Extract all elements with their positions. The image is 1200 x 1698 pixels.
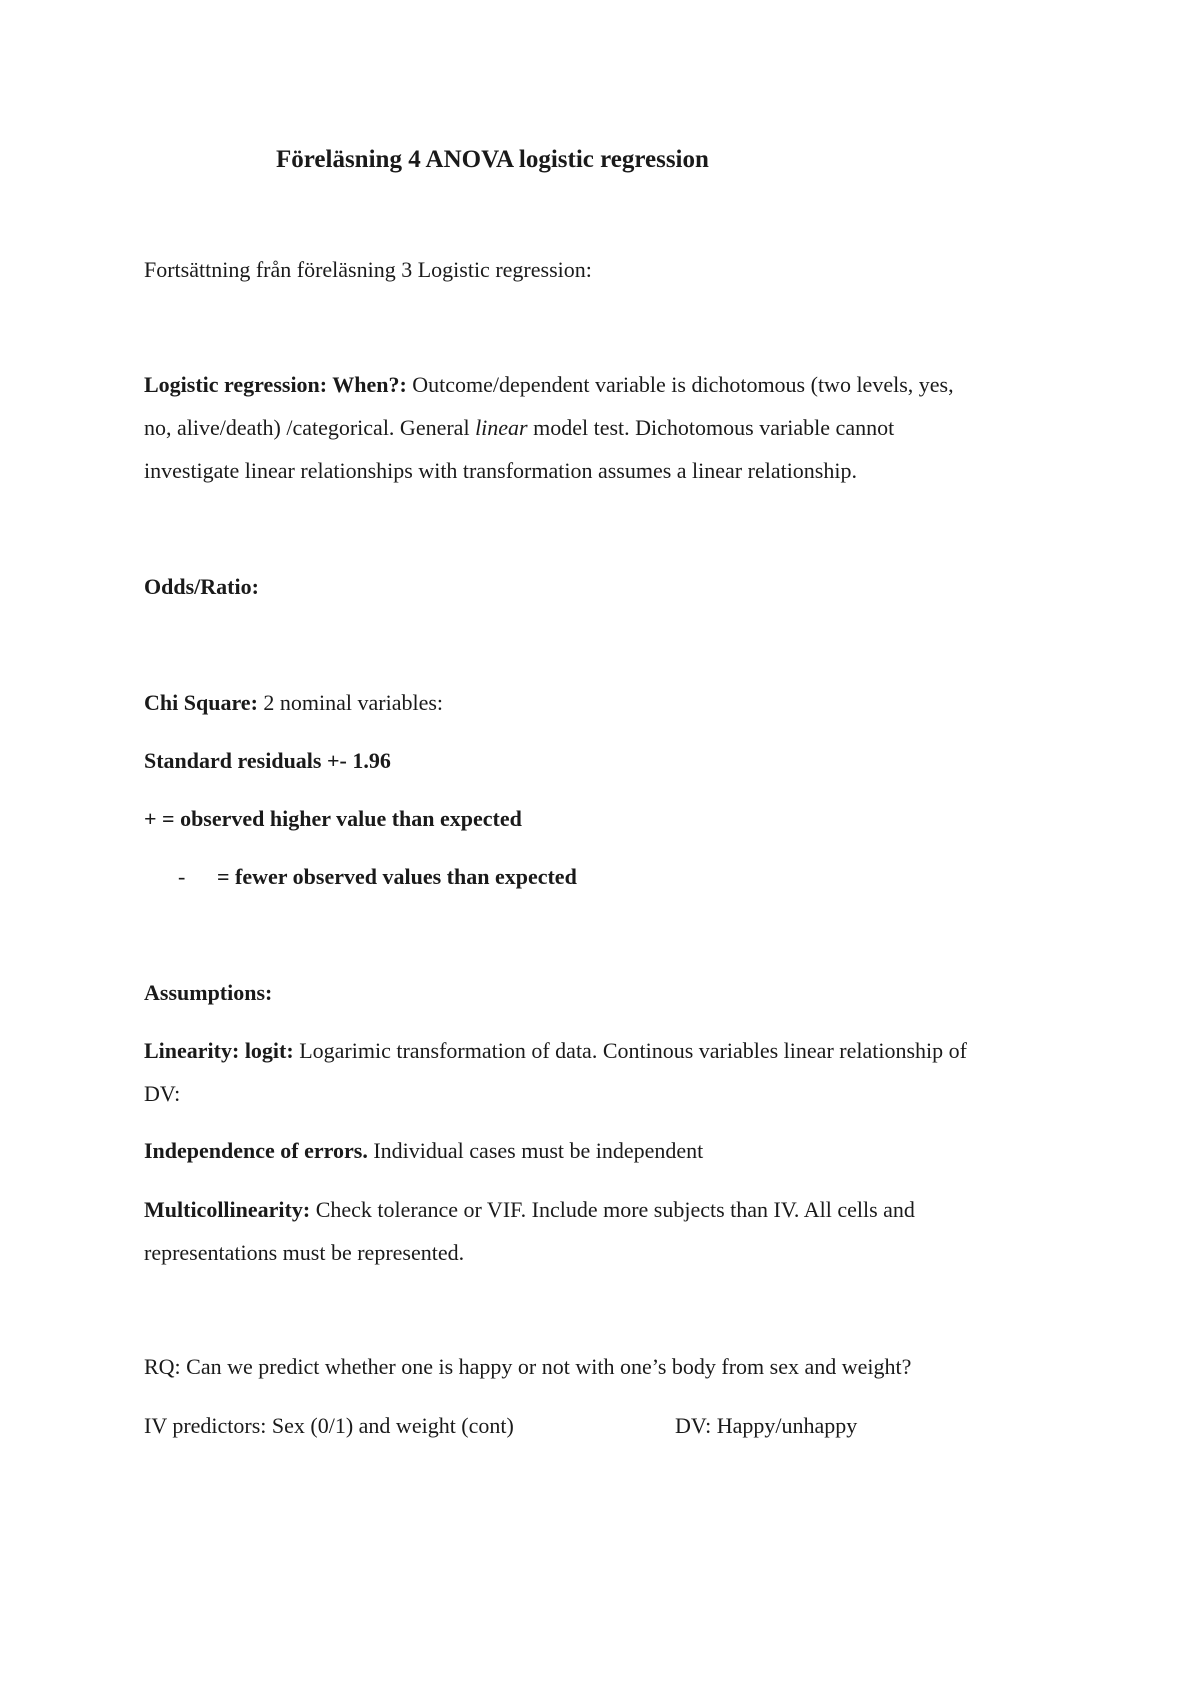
logistic-line-1 bbox=[144, 370, 954, 400]
assumptions-heading bbox=[144, 978, 272, 1008]
odds-heading bbox=[144, 572, 259, 602]
iv-predictors: IV predictors: Sex (0/1) and weight (cont) bbox=[144, 1413, 514, 1438]
assumptions-heading-text: Assumptions: bbox=[144, 980, 273, 1005]
chi-line bbox=[144, 688, 443, 718]
linearity-text: Logarimic transformation of data. Continous variables linear relationship of bbox=[293, 1038, 967, 1063]
linearity-line bbox=[144, 1036, 967, 1066]
multicollinearity-line bbox=[144, 1195, 915, 1225]
multicollinearity-label: Multicollinearity: bbox=[144, 1197, 311, 1222]
independence-label: Independence of errors. bbox=[144, 1138, 368, 1163]
std-residuals-text: Standard residuals +- 1.96 bbox=[144, 748, 391, 773]
chi-text: 2 nominal variables: bbox=[257, 690, 444, 715]
independence-line bbox=[144, 1136, 703, 1166]
page-title: Föreläsning 4 ANOVA logistic regression bbox=[276, 146, 709, 173]
plus-line bbox=[144, 804, 522, 834]
minus-dash: - bbox=[178, 864, 186, 889]
logistic-line-3: investigate linear relationships with transformation assumes a linear relationship. bbox=[144, 458, 857, 483]
logistic-line-2-post: model test. Dichotomous variable cannot bbox=[527, 415, 895, 440]
intro-line: Fortsättning från föreläsning 3 Logistic regression: bbox=[144, 257, 592, 282]
odds-heading-text: Odds/Ratio: bbox=[144, 574, 259, 599]
logistic-line-1-text: Outcome/dependent variable is dichotomous (two levels, yes, bbox=[406, 372, 954, 397]
logistic-line-2-italic: linear bbox=[475, 415, 528, 440]
minus-line: = fewer observed values than expected bbox=[217, 864, 577, 889]
independence-text: Individual cases must be independent bbox=[367, 1138, 704, 1163]
multicollinearity-cont: representations must be represented. bbox=[144, 1240, 465, 1265]
logistic-line-2-pre: no, alive/death) /categorical. General bbox=[144, 415, 476, 440]
std-residuals bbox=[144, 746, 391, 776]
chi-heading: Chi Square: bbox=[144, 690, 258, 715]
logistic-line-2 bbox=[144, 413, 894, 443]
multicollinearity-text: Check tolerance or VIF. Include more subjects than IV. All cells and bbox=[310, 1197, 915, 1222]
dv-outcome: DV: Happy/unhappy bbox=[675, 1413, 858, 1438]
linearity-label: Linearity: logit: bbox=[144, 1038, 294, 1063]
plus-line-text: + = observed higher value than expected bbox=[144, 806, 522, 831]
logistic-heading: Logistic regression: When?: bbox=[144, 372, 407, 397]
linearity-cont: DV: bbox=[144, 1081, 181, 1106]
research-question: RQ: Can we predict whether one is happy or not with one’s body from sex and weight? bbox=[144, 1354, 912, 1379]
